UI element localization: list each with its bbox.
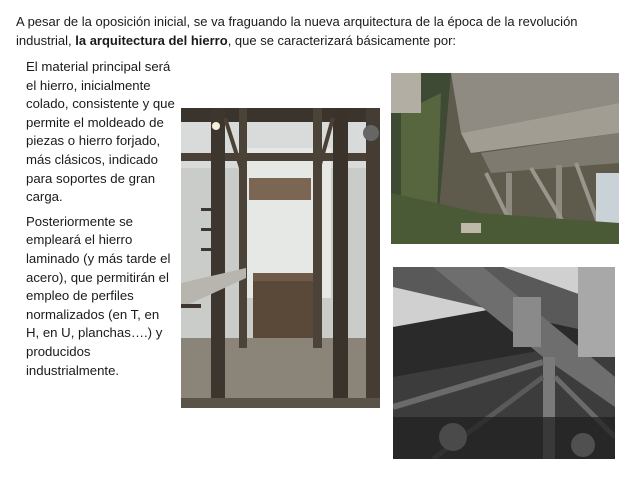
bridge-underside-bw-photo [393,267,615,459]
intro-bold-term: la arquitectura del hierro [75,33,228,48]
intro-text-1: A pesar de la oposición inicial, se va fraguando la nueva arquitectura de la época de la revolución industrial, [16,14,578,48]
riveted-bridge-color-photo [391,73,619,244]
intro-text-2: , que se caracterizará básicamente por: [227,33,457,48]
intro-paragraph [16,12,626,50]
text-column [26,58,176,386]
interior-iron-frame-photo [181,108,380,408]
paragraph-rolled-iron: Posteriormente se empleará el hierro laminado (y más tarde el acero), que permitirán el empleo de perfiles normalizados (en T, en H, en U, planchas….) y producidos industrialmente. [26,213,171,378]
paragraph-cast-iron: El material principal será el hierro, inicialmente colado, consistente y que permite el moldeado de piezas o hierro forjado, más clásicos, indicado para soportes de gran carga. [26,59,175,205]
